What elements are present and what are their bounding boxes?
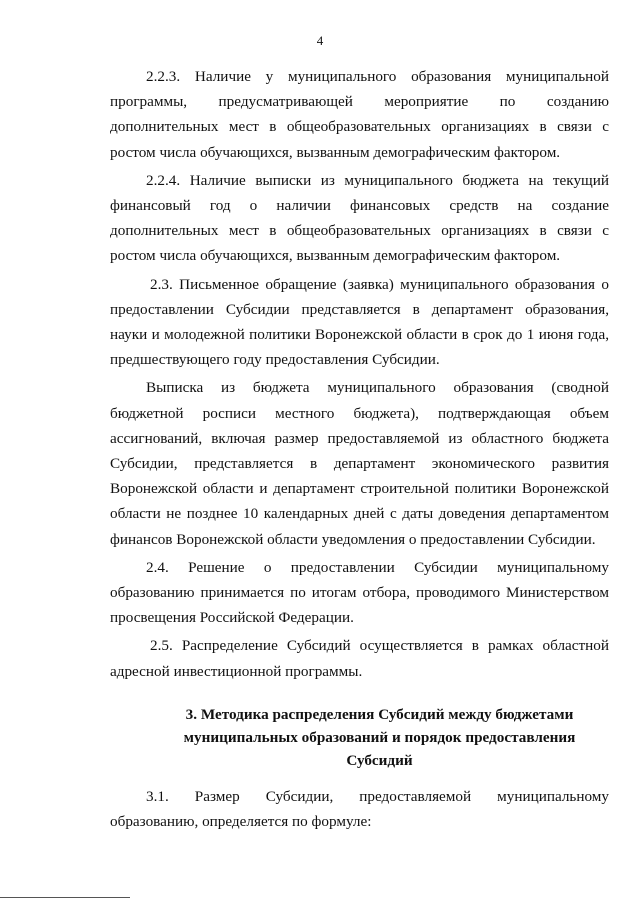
paragraph-2-5: 2.5. Распределение Субсидий осуществляется в рамках областной адресной инвестиционной программы. bbox=[110, 637, 609, 680]
section-heading bbox=[110, 703, 609, 772]
paragraph-2-2-4: 2.2.4. Наличие выписки из муниципального бюджета на текущий финансовый год о наличии финансовых средств на создание дополнительных мест в общеобразовательных организациях в связи с ростом числа обучающихся, вызванным демографическим фактором. bbox=[110, 171, 609, 265]
paragraph-3-1: 3.1. Размер Субсидии, предоставляемой муниципальному образованию, определяется по формуле: bbox=[110, 787, 609, 831]
paragraph-2-2-3: 2.2.3. Наличие у муниципального образования муниципальной программы, предусматривающей мероприятие по созданию дополнительных мест в общеобразовательных организациях в связи с ростом числа обучающихся, вызванным демографическим фактором. bbox=[110, 68, 609, 161]
page-number: 4 bbox=[316, 33, 324, 48]
footnote-divider bbox=[0, 897, 130, 898]
paragraph-2-3: 2.3. Письменное обращение (заявка) муниципального образования о предоставлении Субсидии представляется в департамент образования, науки и молодежной политики Воронежской области в срок до 1 июня года, предшествующего году предоставления Субсидии. bbox=[110, 275, 609, 369]
paragraph-budget-extract: Выписка из бюджета муниципального образования (сводной бюджетной росписи местного бюджета), подтверждающая объем ассигнований, включая размер предоставляемой из областного бюджета Субсидии, представляется в департамент экономического развития Воронежской области и департамент строительной политики Воронежской области не позднее 10 календарных дней с даты доведения департаментом финансов Воронежской области уведомления о предоставлении Субсидии. bbox=[110, 379, 609, 548]
document-body bbox=[110, 64, 609, 837]
section-heading-line-2: муниципальных образований и порядок предоставления Субсидий bbox=[183, 728, 576, 769]
section-heading-line-1: 3. Методика распределения Субсидий между бюджетами bbox=[185, 705, 574, 723]
paragraph-2-4: 2.4. Решение о предоставлении Субсидии муниципальному образованию принимается по итогам отбора, проводимого Министерством просвещения Российской Федерации. bbox=[110, 558, 609, 627]
